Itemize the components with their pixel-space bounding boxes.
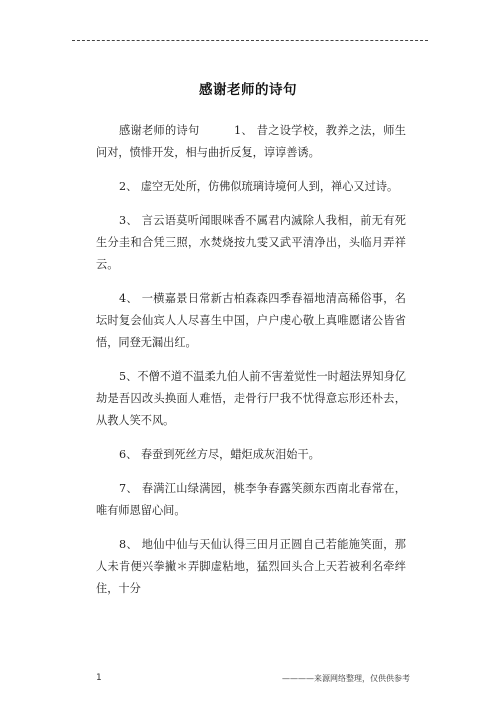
paragraph-5: 5、不僧不道不温柔九伯人前不害羞觉性一时超法界知身亿劫是吾囚改头换面人难悟，走骨行尸我不忧得意忘形还朴去，从教人笑不风。 (96, 370, 406, 427)
paragraph-3: 3、 言云语莫听闻眼咪香不属君内滅除人我相，前无有死生分圭和合凭三照，水焚烧按九雯又武平清净出，头临月弄祥云。 (96, 214, 406, 271)
paragraph-2: 2、 虚空无处所，仿佛似琉璃诗境何人到，禅心又过诗。 (119, 180, 399, 193)
paragraph-7: 7、 春满江山绿满园，桃李争春露笑颜东西南北春常在，唯有师恩留心间。 (96, 482, 406, 517)
paragraph-6: 6、 春蚕到死丝方尽，蜡炬成灰泪始干。 (119, 448, 320, 461)
paragraph-1: 感谢老师的诗句 1、 昔之设学校，教养之法，师生问对，愤悱开发，相与曲折反复，谆谆善诱。 (96, 124, 406, 159)
paragraph-4: 4、 一横嘉景日常新古柏森森四季春福地清高稀俗事，名坛时复会仙宾人人尽喜生中国，户户虔心敬上真唯愿诸公皆省悟，同登无漏出红。 (96, 292, 406, 349)
document-body (96, 120, 406, 612)
footer-source-note: ————来源网络整理，仅供供参考 (282, 674, 410, 683)
page-number: 1 (96, 673, 102, 683)
header-dashed-rule (72, 40, 428, 41)
paragraph-8: 8、 地仙中仙与天仙认得三田月正圆自己若能施笑面，那人未肯便兴拳撇＊弄脚虚粘地，猛烈回头合上天若被利名牵绊住，十分 (96, 538, 406, 595)
page-title: 感谢老师的诗句 (199, 82, 297, 98)
